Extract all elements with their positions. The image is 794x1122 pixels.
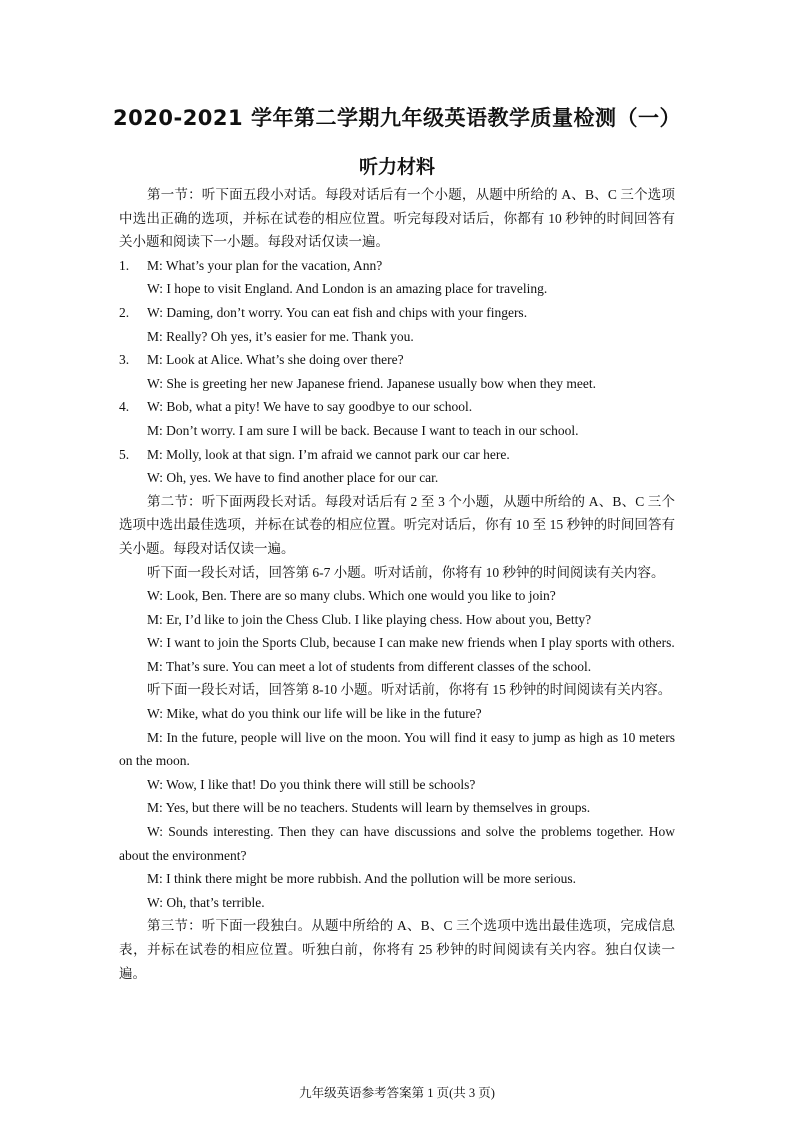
dialog-line: W: Daming, don’t worry. You can eat fish and chips with your fingers. bbox=[147, 304, 528, 320]
dialog-line: M: In the future, people will live on the moon. You will find it easy to jump as high as 10 meters on the moon. bbox=[119, 729, 675, 769]
dialog-line: M: What’s your plan for the vacation, Ann? bbox=[147, 257, 383, 273]
dialog-line: W: I want to join the Sports Club, because I can make new friends when I play sports with others. bbox=[147, 635, 675, 651]
dialog2-intro: 听下面一段长对话，回答第 8-10 小题。听对话前，你将有 15 秒钟的时间阅读有关内容。 bbox=[147, 682, 672, 698]
dialog-line: W: Wow, I like that! Do you think there will still be schools? bbox=[147, 776, 476, 792]
page-title: 2020-2021 学年第二学期九年级英语教学质量检测（一） bbox=[113, 106, 681, 130]
dialog-line: W: Sounds interesting. Then they can have discussions and solve the problems together. How about the environment? bbox=[119, 824, 675, 863]
page-subtitle: 听力材料 bbox=[358, 156, 435, 178]
dialog-item-2 bbox=[119, 301, 675, 325]
item-number: 4. bbox=[119, 399, 130, 415]
dialog-line: W: Oh, that’s terrible. bbox=[147, 894, 265, 910]
dialog-line: M: I think there might be more rubbish. And the pollution will be more serious. bbox=[147, 871, 576, 887]
item-number: 5. bbox=[119, 446, 130, 462]
dialog-line: M: Don’t worry. I am sure I will be back. Because I want to teach in our school. bbox=[147, 422, 579, 438]
dialog-line: M: Er, I’d like to join the Chess Club. I like playing chess. How about you, Betty? bbox=[147, 611, 592, 627]
section2-intro: 第二节：听下面两段长对话。每段对话后有 2 至 3 个小题，从题中所给的 A、B、C 三个选项中选出最佳选项，并标在试卷的相应位置。听完对话后，你有 10 至 15 秒钟的时间回答有关小题。每段对话仅读一遍。 bbox=[119, 493, 675, 556]
section3-intro: 第三节：听下面一段独白。从题中所给的 A、B、C 三个选项中选出最佳选项，完成信息表，并标在试卷的相应位置。听独白前，你将有 25 秒钟的时间阅读有关内容。独白仅读一遍。 bbox=[119, 918, 675, 981]
dialog-line: M: Look at Alice. What’s she doing over there? bbox=[147, 352, 404, 368]
dialog-line: W: Oh, yes. We have to find another place for our car. bbox=[147, 470, 439, 486]
dialog1-intro: 听下面一段长对话，回答第 6-7 小题。听对话前，你将有 10 秒钟的时间阅读有关内容。 bbox=[147, 564, 665, 580]
dialog-item-4 bbox=[119, 395, 675, 419]
dialog-line: W: Look, Ben. There are so many clubs. Which one would you like to join? bbox=[147, 588, 556, 604]
item-number: 2. bbox=[119, 304, 130, 320]
dialog-line: W: She is greeting her new Japanese friend. Japanese usually bow when they meet. bbox=[147, 375, 596, 391]
page-footer: 九年级英语参考答案第 1 页(共 3 页) bbox=[299, 1086, 495, 1100]
section1-intro: 第一节：听下面五段小对话。每段对话后有一个小题，从题中所给的 A、B、C 三个选项中选出正确的选项，并标在试卷的相应位置。听完每段对话后，你都有 10 秒钟的时间回答有关小题和阅读下一小题。每段对话仅读一遍。 bbox=[119, 187, 675, 250]
item-number: 3. bbox=[119, 352, 130, 368]
dialog-line: M: Molly, look at that sign. I’m afraid we cannot park our car here. bbox=[147, 446, 510, 462]
section1-items bbox=[119, 254, 675, 490]
dialog-line: W: I hope to visit England. And London is an amazing place for traveling. bbox=[147, 281, 548, 297]
dialog-item-1 bbox=[119, 254, 675, 278]
dialog-item-5 bbox=[119, 443, 675, 467]
dialog-line: M: Really? Oh yes, it’s easier for me. Thank you. bbox=[147, 328, 414, 344]
dialog-line: M: Yes, but there will be no teachers. Students will learn by themselves in groups. bbox=[147, 800, 591, 816]
document-body bbox=[119, 183, 675, 985]
dialog-item-3 bbox=[119, 348, 675, 372]
dialog-line: W: Mike, what do you think our life will be like in the future? bbox=[147, 706, 482, 722]
dialog-line: W: Bob, what a pity! We have to say goodbye to our school. bbox=[147, 399, 473, 415]
item-number: 1. bbox=[119, 257, 130, 273]
dialog-line: M: That’s sure. You can meet a lot of students from different classes of the school. bbox=[147, 658, 592, 674]
